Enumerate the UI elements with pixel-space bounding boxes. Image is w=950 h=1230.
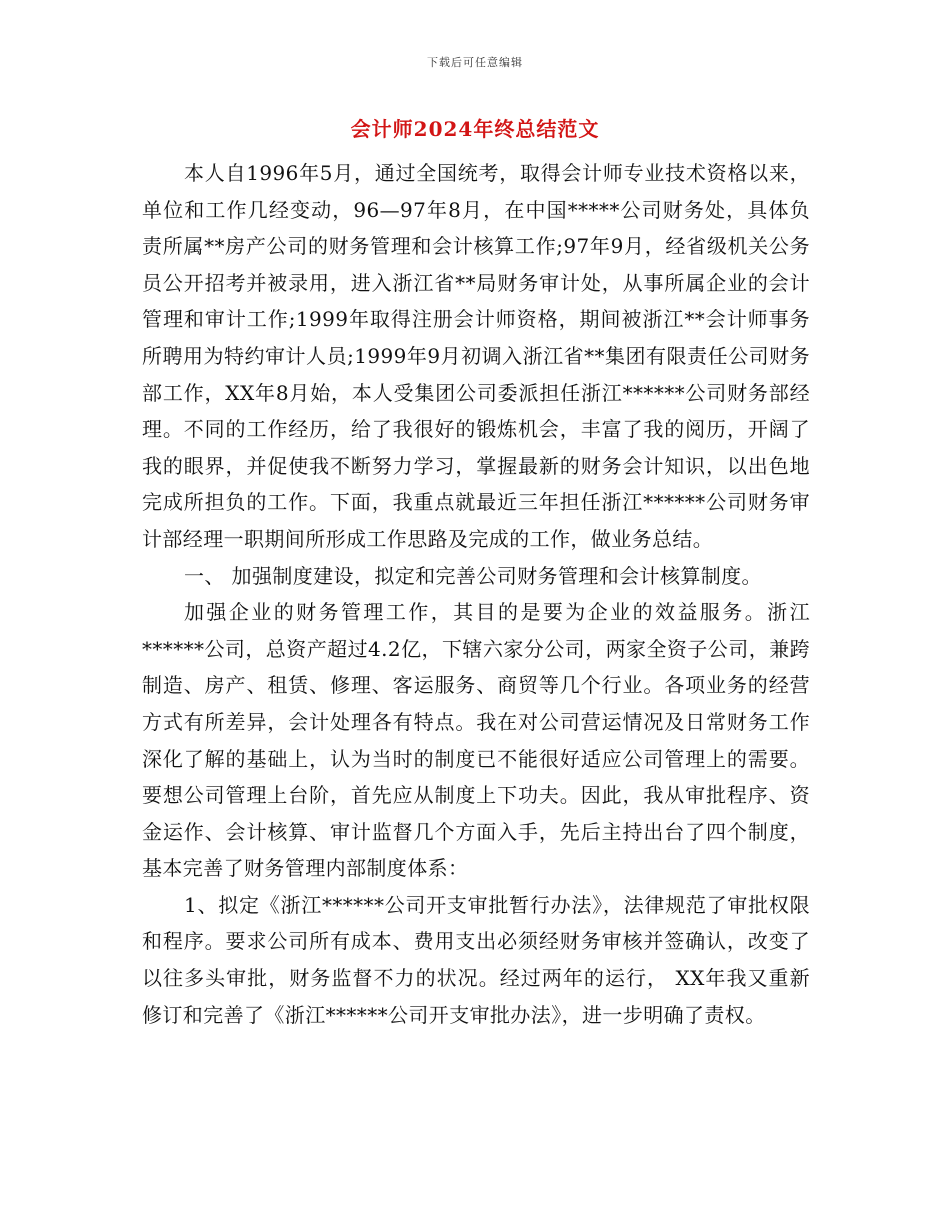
header-note: 下载后可任意编辑 bbox=[427, 56, 523, 69]
document-body bbox=[142, 155, 810, 1033]
paragraph-intro: 本人自1996年5月，通过全国统考，取得会计师专业技术资格以来，单位和工作几经变动，96—97年8月，在中国*****公司财务处，具体负责所属**房产公司的财务管理和会计核算工作;97年9月，经省级机关公务员公开招考并被录用，进入浙江省**局财务审计处，从事所属企业的会计管理和审计工作;1999年取得注册会计师资格，期间被浙江**会计师事务所聘用为特约审计人员;1999年9月初调入浙江省**集团有限责任公司财务部工作，XX年8月始，本人受集团公司委派担任浙江******公司财务部经理。不同的工作经历，给了我很好的锻炼机会，丰富了我的阅历，开阔了我的眼界，并促使我不断努力学习，掌握最新的财务会计知识，以出色地完成所担负的工作。下面，我重点就最近三年担任浙江******公司财务审计部经理一职期间所形成工作思路及完成的工作，做业务总结。 bbox=[142, 161, 810, 551]
section-heading-1: 一、 加强制度建设，拟定和完善公司财务管理和会计核算制度。 bbox=[184, 563, 762, 588]
paragraph-item-1: 1、拟定《浙江******公司开支审批暂行办法》，法律规范了审批权限和程序。要求公司所有成本、费用支出必须经财务审核并签确认，改变了以往多头审批，财务监督不力的状况。经过两年的运行， XX年我又重新修订和完善了《浙江******公司开支审批办法》，进一步明确了责权。 bbox=[142, 892, 810, 1027]
document-title: 会计师2024年终总结范文 bbox=[350, 117, 600, 141]
paragraph-section-1: 加强企业的财务管理工作，其目的是要为企业的效益服务。浙江******公司，总资产超过4.2亿，下辖六家分公司，两家全资子公司，兼跨制造、房产、租赁、修理、客运服务、商贸等几个行业。各项业务的经营方式有所差异，会计处理各有特点。我在对公司营运情况及日常财务工作深化了解的基础上，认为当时的制度已不能很好适应公司管理上的需要。要想公司管理上台阶，首先应从制度上下功夫。因此，我从审批程序、资金运作、会计核算、审计监督几个方面入手，先后主持出台了四个制度，基本完善了财务管理内部制度体系： bbox=[142, 600, 810, 881]
